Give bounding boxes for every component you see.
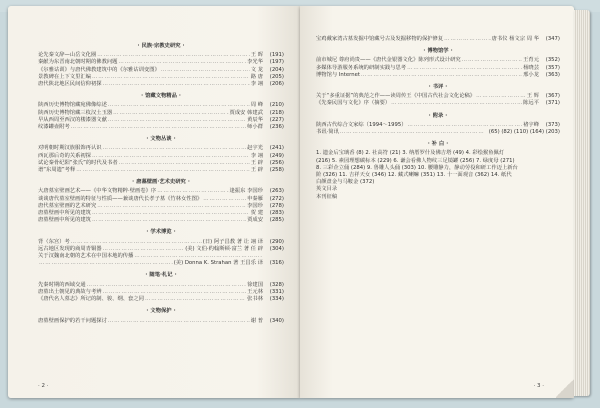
entry-page: (334) [269, 296, 284, 303]
entry-author: 王育元 [523, 57, 539, 64]
entry-author: 邢小龙 [523, 71, 539, 78]
leader-dots [97, 52, 249, 59]
leader-dots [71, 239, 202, 246]
entry-page: (357) [545, 64, 560, 71]
entry-title: 《尔雅诂训》与唐代佛教建筑中的《尔雅诂训变图》 [38, 66, 160, 73]
toc-entry [38, 217, 284, 224]
entry-title: 景教碑在上下文里汇编 [38, 73, 91, 80]
toc-entry [316, 129, 560, 136]
section-heading: · 书评 · [316, 84, 560, 91]
leader-dots [408, 122, 523, 129]
entry-page: (241) [269, 145, 284, 152]
toc-entry [38, 145, 284, 152]
entry-page: (278) [269, 202, 284, 209]
leader-dots [391, 100, 522, 107]
entry-title: 论先秦文辞—山岳文化圈 [38, 52, 97, 59]
entry-author: 徐建国 [247, 281, 263, 288]
leader-dots [103, 289, 247, 296]
toc-entry [316, 36, 560, 43]
left-page [8, 6, 300, 398]
toc-entry [316, 57, 560, 64]
leader-dots [476, 93, 526, 100]
entry-page: (328) [269, 281, 284, 288]
entry-title: 《先秦民国与文化》序（摘要） [316, 100, 391, 107]
entry-author: 黄辰华 [247, 116, 263, 123]
entry-title: 谈谈唐代墓室壁画的特征与性质——兼谈唐代长孝子墓《竹林女性图》 [38, 195, 203, 202]
entry-title: 试论秦骨纪阳“张氏”的时代及书者 [38, 159, 118, 166]
entry-page: (197) [269, 59, 284, 66]
leader-dots [108, 117, 246, 124]
entry-author: 褚宇峰 [523, 121, 539, 128]
entry-author: (日) 阿子昌教 著 让 翊 译 [202, 238, 263, 245]
leader-dots [444, 36, 490, 43]
entry-title: 早从西周至西汉的楼漆器文献 [38, 116, 107, 123]
right-page-number: · 3 · [533, 383, 544, 389]
entry-author: 文 龙 [250, 66, 263, 73]
entry-title: 唐代墓室壁画的艺术研究 [38, 202, 97, 209]
section-heading: · 民族·宗教史研究 · [38, 43, 284, 50]
leader-dots [76, 167, 249, 174]
entry-title: 对明朝时期汉族服饰再认识 [38, 145, 102, 152]
entry-author: 贾成安 [247, 217, 263, 224]
section-heading: · 随笔·札记 · [38, 272, 284, 279]
entry-title: 先秦时期的西域交通 [38, 281, 86, 288]
misc-line: 8. 三彩企立俑 (284) 9. 鲁雕人头俑 (303) 10. 腰雕静力，静动劳役和研工作迈上新台 [316, 164, 518, 171]
leader-dots [119, 160, 250, 167]
section-heading: · 馆藏文物精品 · [38, 93, 284, 100]
toc-entry [316, 65, 560, 72]
misc-line: 白颜盘金与马鞍金 (372) [316, 179, 375, 186]
left-page-number: · 2 · [38, 383, 49, 389]
entry-page: (363) [545, 71, 560, 78]
entry-page: (316) [269, 260, 284, 267]
entry-page: (285) [269, 217, 284, 224]
toc-entry [38, 117, 284, 124]
entry-title: 前市城尼 尊府尚贵——《唐代金银器文化》陈列形式设计研究 [316, 57, 461, 64]
leader-dots [161, 67, 250, 74]
toc-entry [38, 239, 284, 246]
entry-title: 谱“东周遗”考释 [38, 167, 76, 174]
entry-title: 大唐墓室壁画艺术——《中华文物精粹·壁画卷》序 [38, 188, 157, 195]
leader-dots [113, 110, 228, 117]
entry-author: 王 晖 [250, 52, 263, 59]
entry-page: (206) [269, 81, 284, 88]
entry-title: 西瓦那后奇的关系初探 [38, 152, 91, 159]
entry-page: (256) [269, 159, 284, 166]
leader-dots [39, 260, 173, 267]
entry-page: (249) [269, 152, 284, 159]
entry-title: 多媒体导游服务系统的研制实践与思考 [316, 64, 407, 71]
open-book [8, 6, 592, 402]
leader-dots [407, 65, 522, 72]
misc-line: 阶 (326) 11. 吉祥天女 (346) 12. 藏式喇嘛 (351) 13. 十一面观音 (362) 14. 纸代 [316, 172, 512, 179]
entry-author: 王元林 [247, 288, 263, 295]
leader-dots [71, 124, 246, 131]
leader-dots [340, 129, 485, 136]
entry-page: (371) [545, 100, 560, 107]
section-heading: · 附录 · [316, 113, 560, 120]
entry-title: 背（东宫）考 [38, 238, 70, 245]
entry-author: 贺 建 [250, 210, 263, 217]
toc-entry [38, 188, 284, 195]
right-page [300, 6, 574, 398]
toc-entry [316, 100, 560, 107]
entry-title: 关于汉魏南北朝的艺术在中国本地的传播 [38, 253, 134, 260]
entry-title: 陕西历史博物馆藏宛佛像综述 [38, 102, 107, 109]
entry-title: 《唐代名人墓志》所记的制、骏、纲、套之同 [38, 296, 144, 303]
page-edges [574, 10, 590, 396]
entry-page: (304) [269, 245, 284, 252]
toc-entry [38, 318, 284, 325]
misc-line: 1. 遗金后宝璃香 (8) 2. 社高符 (21) 3. 纳厝罗什及佛吉塔 (49) 4. 彩绘猴鱼佩灯 [316, 150, 505, 157]
leader-dots [103, 81, 250, 88]
entry-page: (236) [269, 124, 284, 131]
entry-page: (347) [545, 36, 560, 42]
toc-entry [38, 74, 284, 81]
entry-author: 李 翊 [250, 81, 263, 88]
leader-dots [361, 72, 522, 79]
section-heading: · 唐墓壁画·艺术史研究 · [38, 179, 284, 186]
entry-page: (367) [545, 93, 560, 100]
leader-dots [87, 282, 246, 289]
toc-entry [38, 81, 284, 88]
leader-dots [108, 102, 250, 109]
entry-author: 李光华 [247, 59, 263, 66]
entry-author: 李 翊 [250, 152, 263, 159]
left-page-contents [38, 38, 284, 325]
entry-author: 李国珍 [247, 202, 263, 209]
entry-page: (352) [545, 57, 560, 64]
entry-author: 逢振东 李国珍 [229, 188, 263, 195]
toc-entry [38, 167, 284, 174]
toc-entry [38, 289, 284, 296]
entry-page: (373) [545, 121, 560, 128]
entry-page: (210) [269, 102, 284, 109]
entry-author: 张书林 [247, 296, 263, 303]
section-heading: · 文物保护 · [38, 308, 284, 315]
entry-author: 王 辉 [526, 93, 539, 100]
leader-dots [203, 196, 246, 203]
entry-title: 关于“多重证据”的典范之作——读周传王《中国古代社会文化论稿》 [316, 93, 476, 100]
entry-page: (290) [269, 238, 284, 245]
section-heading: · 文物丛谈 · [38, 136, 284, 143]
leader-dots [118, 59, 246, 66]
leader-dots [108, 318, 250, 325]
leader-dots [157, 188, 228, 195]
entry-page: (340) [269, 317, 284, 324]
entry-author: 赵宇光 [247, 145, 263, 152]
entry-page: (258) [269, 167, 284, 174]
right-page-contents [316, 36, 560, 201]
entry-author: 杨晓芸 [523, 64, 539, 71]
entry-page: (204) [269, 66, 284, 73]
leader-dots [92, 217, 246, 224]
misc-line: 英文目录 [316, 186, 338, 193]
toc-entry [38, 153, 284, 160]
leader-dots [92, 74, 250, 81]
entry-page: (205) [269, 73, 284, 80]
entry-author: 谢 普 [250, 317, 263, 324]
entry-page: (272) [269, 195, 284, 202]
entry-author: 王 辟 [250, 159, 263, 166]
toc-entry [38, 196, 284, 203]
entry-title: 书讯·简讯 [316, 129, 339, 136]
entry-page: (263) [269, 188, 284, 195]
leader-dots [462, 57, 522, 64]
section-heading: · 博物馆学 · [316, 48, 560, 55]
entry-page: (191) [269, 52, 284, 59]
entry-author: 申秦雁 [247, 195, 263, 202]
misc-line: 本刊征稿 [316, 193, 338, 200]
leader-dots [92, 153, 250, 160]
entry-author: 王 辟 [250, 167, 263, 174]
entry-title: 纹漆罐壶附考 [38, 124, 70, 131]
toc-entry [38, 260, 284, 267]
entry-page: (227) [269, 116, 284, 123]
entry-title: 秦献为东晋南北朝时期的佛教问题 [38, 59, 118, 66]
toc-entry [38, 124, 284, 131]
toc-entry [316, 122, 560, 129]
toc-entry [38, 282, 284, 289]
entry-author: 陈远平 [523, 100, 539, 107]
entry-title: 唐代陕北地区民间信仰初探 [38, 81, 102, 88]
entry-author: 路 唐 [250, 73, 263, 80]
toc-entry [38, 67, 284, 74]
misc-line: (216) 5. 素园理想碳标本 (229) 6. 谦会看佛人物纹三足镜罐 (256) 7. 绿度母 (271) [316, 157, 515, 164]
entry-page: (218) [269, 109, 284, 116]
entry-title: 博物馆与 Internet [316, 71, 360, 78]
toc-entry [38, 110, 284, 117]
toc-entry [38, 59, 284, 66]
toc-entry [316, 72, 560, 79]
toc-entry [38, 246, 284, 253]
entry-author: (美) Donna K. Strahan 著 王昌乐 译 [173, 260, 263, 267]
entry-title: 唐墓出土朝见的典故与考辨 [38, 288, 102, 295]
section-heading: · 补 白 · [316, 141, 560, 148]
toc-entry [38, 160, 284, 167]
entry-title: 唐墓壁画中所见的建筑 [38, 217, 91, 224]
leader-dots [103, 145, 247, 152]
leader-dots [92, 210, 250, 217]
toc-entry [38, 203, 284, 210]
toc-entry [38, 296, 284, 303]
entry-page: (65) (82) (110) (164) (203) [488, 129, 560, 136]
entry-title: 远古地区发现的商周青铜器 [38, 245, 102, 252]
entry-author: 师小群 [247, 124, 263, 131]
entry-title: 唐墓壁画中所见的建筑 [38, 210, 91, 217]
entry-author: 周 峰 [250, 102, 263, 109]
entry-title: 陕西历史博物馆藏三枚汉土玉器 [38, 109, 113, 116]
leader-dots [103, 246, 185, 253]
entry-author: 贾成安 韩建武 [229, 109, 263, 116]
entry-title: 宝鸡戴家湾古墓发掘中馆藏号古及发掘移物的保护修复 [316, 36, 444, 42]
entry-title: 唐墓壁画保护的若干问题探讨 [38, 317, 107, 324]
entry-page: (283) [269, 210, 284, 217]
entry-author: (美) 文伯·约翰斯顿·富兰 著 任 辟 [185, 245, 263, 252]
page-curl [556, 378, 574, 398]
leader-dots [97, 203, 246, 210]
toc-entry [38, 102, 284, 109]
entry-author: 唐书仪 杨文宗 周 华 [491, 36, 539, 42]
leader-dots [145, 296, 246, 303]
entry-page: (331) [269, 288, 284, 295]
section-heading: · 学术博览 · [38, 229, 284, 236]
entry-title: 陕西古代综合文家综（1994～1995） [316, 121, 407, 128]
